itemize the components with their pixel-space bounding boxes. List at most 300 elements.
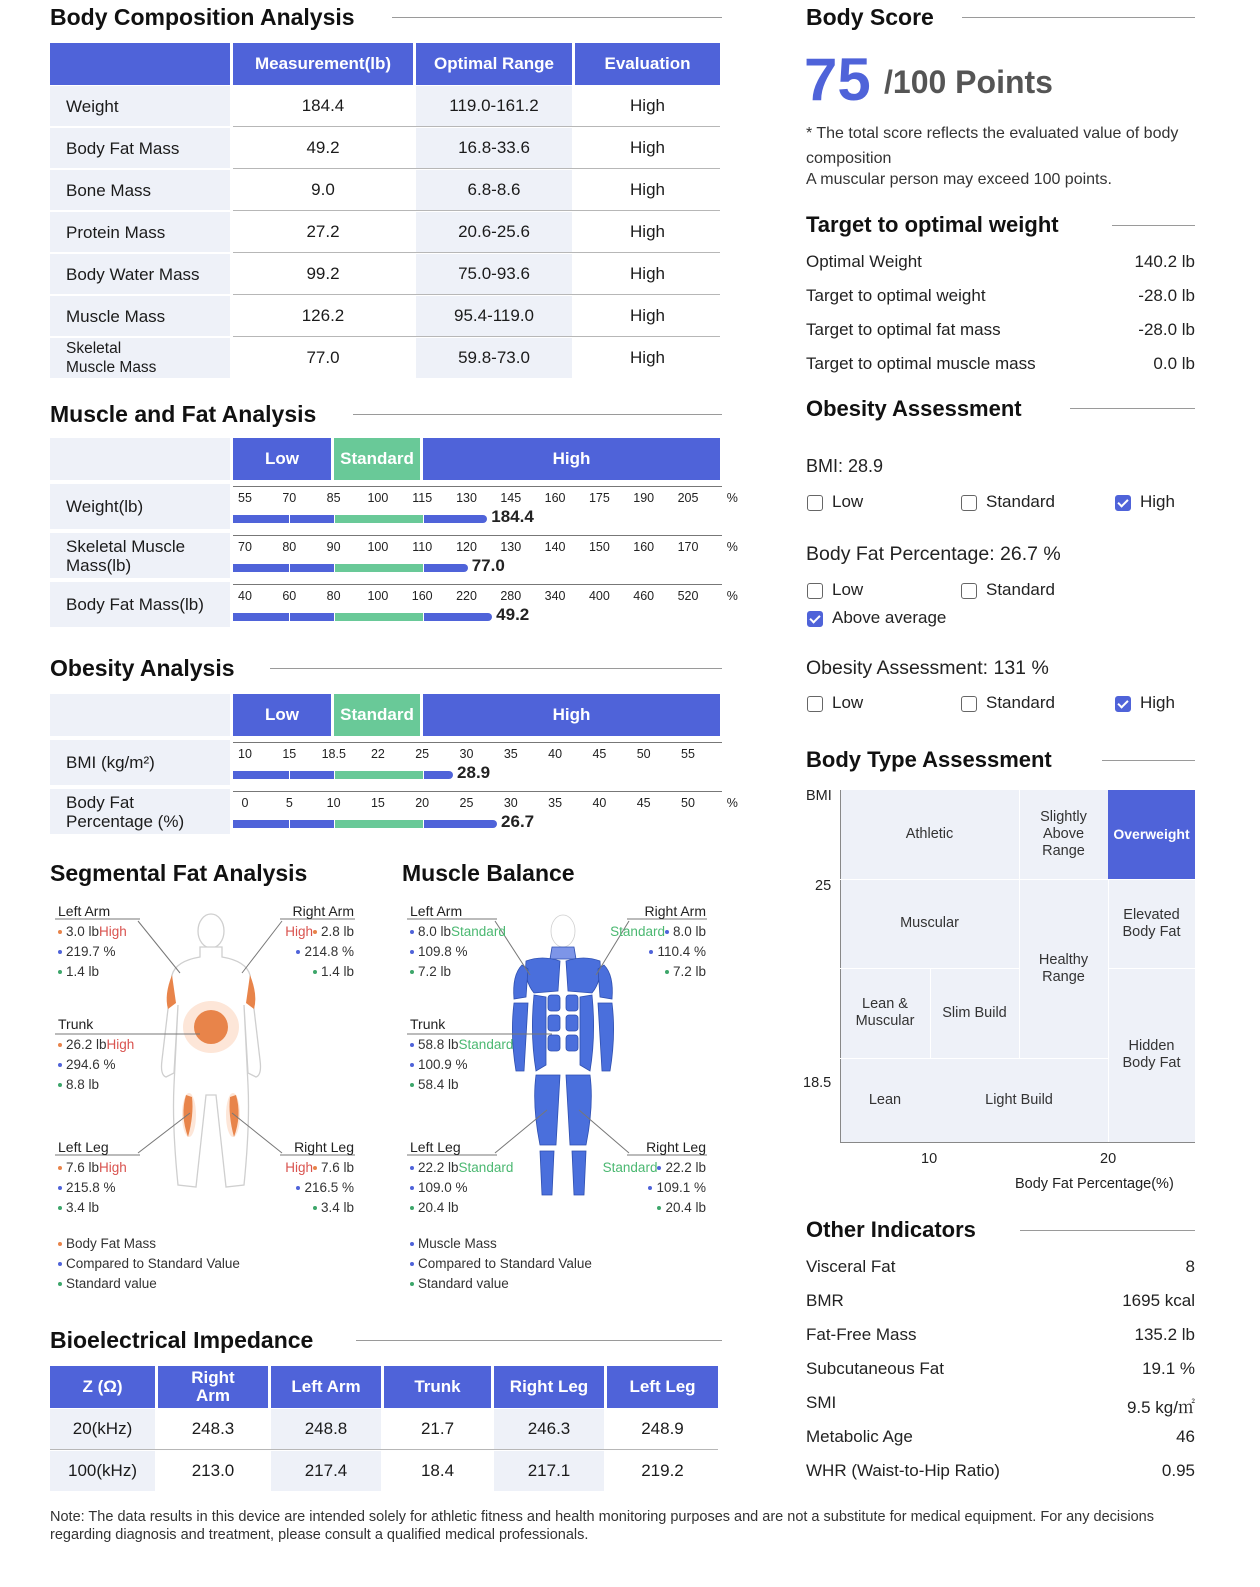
trunk-label: Trunk	[58, 1016, 94, 1032]
indicator-value: 46	[1176, 1427, 1195, 1446]
divider	[1102, 760, 1195, 761]
header-blank	[50, 694, 230, 736]
scale-tick: 150	[588, 540, 610, 554]
left-leg-std: 3.4 lb	[58, 1200, 99, 1215]
checkbox-label: Standard	[986, 492, 1055, 511]
obesity-analysis-title: Obesity Analysis	[50, 655, 235, 681]
right-leg-label: Right Leg	[294, 1139, 354, 1155]
bmi-checkbox-standard[interactable]	[961, 495, 977, 511]
indicator-label: SMI	[806, 1393, 837, 1412]
bmi-heading: BMI: 28.9	[806, 456, 884, 476]
bar-divider	[289, 613, 290, 621]
row-label: Skeletal Muscle Mass(lb)	[50, 533, 230, 578]
eval-text: Standard	[458, 1160, 514, 1175]
band-low: Low	[233, 694, 331, 736]
value-bar	[233, 613, 492, 621]
scale-tick: 220	[456, 589, 477, 603]
mass-text: 22.2 lb	[418, 1160, 459, 1175]
scale-tick: 110	[412, 540, 433, 554]
scale-tick: 100	[367, 589, 389, 603]
body-score-suffix: /100 Points	[884, 64, 1053, 100]
eval-text: Standard	[458, 1037, 514, 1052]
scale-tick: 18.5	[321, 747, 346, 761]
header-blank	[50, 43, 230, 85]
mass-text: 2.8 lb	[320, 924, 354, 939]
range-cell: 20.6-25.6	[416, 212, 572, 252]
header-optimal-range: Optimal Range	[416, 43, 572, 85]
left-arm-mass	[410, 924, 506, 939]
evaluation-cell: High	[630, 264, 665, 283]
scale-tick: 160	[411, 589, 433, 603]
target-title: Target to optimal weight	[806, 212, 1059, 237]
divider	[1112, 225, 1195, 226]
value-bar	[233, 771, 453, 779]
scale-tick: 400	[588, 589, 610, 603]
divider	[1020, 1230, 1195, 1231]
bar-value: 26.7	[501, 812, 535, 831]
muscle-body-icon	[512, 915, 613, 1195]
frequency-cell: 100(kHz)	[50, 1451, 155, 1491]
scale-tick: 10	[326, 796, 341, 810]
divider	[962, 17, 1195, 18]
trunk-mass	[58, 1037, 134, 1052]
scale-tick: %	[726, 540, 738, 554]
scale-line	[233, 486, 722, 487]
oa-heading: Obesity Assessment: 131 %	[806, 657, 1049, 679]
indicator-value: 1695 kcal	[1122, 1291, 1195, 1310]
header-cell: Z (Ω)	[50, 1366, 155, 1408]
range-cell: 75.0-93.6	[416, 254, 572, 294]
cell-lean-muscular: Lean & Muscular	[855, 996, 915, 1029]
oa-checkbox-high[interactable]	[1115, 696, 1131, 712]
left-leg-label: Left Leg	[58, 1139, 109, 1155]
bar-divider	[334, 771, 335, 779]
band-low: Low	[233, 438, 331, 480]
eval-text: High	[106, 1037, 135, 1052]
scale-tick: 0	[241, 796, 249, 810]
indicator-label: Subcutaneous Fat	[806, 1359, 944, 1378]
impedance-cell: 217.1	[494, 1451, 604, 1491]
eval-text: Standard	[602, 1160, 658, 1175]
target-label: Target to optimal muscle mass	[806, 354, 1036, 373]
left-leg-pct: 215.8 %	[58, 1180, 116, 1195]
scale-line	[233, 791, 722, 792]
cell-slightly-above: Slightly Above Range	[1040, 809, 1087, 859]
bar-divider	[334, 515, 335, 523]
checkbox-label: Low	[832, 580, 864, 599]
scale-tick: 460	[633, 589, 655, 603]
divider	[356, 1340, 722, 1341]
scale-tick: 80	[326, 589, 341, 603]
value-bar	[233, 564, 468, 572]
scale-tick: 145	[500, 491, 522, 505]
scale-tick: 70	[282, 491, 297, 505]
measurement-cell: 77.0	[306, 348, 340, 367]
legend-item: Standard value	[58, 1276, 157, 1291]
cell-slim: Slim Build	[942, 1004, 1007, 1021]
row-separator	[233, 168, 720, 169]
left-arm-label: Left Arm	[410, 903, 463, 919]
mass-text: 8.0 lb	[672, 924, 706, 939]
range-cell: 59.8-73.0	[416, 338, 572, 378]
scale-tick: %	[726, 589, 738, 603]
indicator-value: 9.5 kg/㎡	[1126, 1398, 1195, 1417]
left-leg-label: Left Leg	[410, 1139, 461, 1155]
indicator-label: BMR	[806, 1291, 844, 1310]
bfp-checkbox-low[interactable]	[807, 583, 823, 599]
indicator-value: 0.95	[1161, 1461, 1195, 1480]
row-separator	[233, 336, 720, 337]
row-label: Muscle Mass	[50, 296, 230, 336]
header-cell: Left Leg	[607, 1366, 718, 1408]
body-score-note-2: A muscular person may exceed 100 points.	[806, 171, 1112, 188]
right-arm-pct: 214.8 %	[296, 944, 354, 959]
bar-divider	[423, 613, 424, 621]
cell-hidden: Hidden Body Fat	[1122, 1038, 1181, 1071]
measurement-cell: 27.2	[306, 222, 340, 241]
eval-text: Standard	[451, 924, 506, 939]
indicator-value: 8	[1185, 1257, 1195, 1276]
scale-line	[233, 535, 722, 536]
bar-divider	[334, 820, 335, 828]
eval-text: High	[99, 1160, 127, 1175]
impedance-cell: 248.3	[191, 1419, 235, 1438]
trunk-pct: 294.6 %	[58, 1057, 116, 1072]
bmi-axis-label: BMI	[806, 788, 832, 804]
header-cell: Right Arm	[158, 1366, 268, 1408]
header-cell: Left Arm	[271, 1366, 381, 1408]
target-value: -28.0 lb	[1138, 320, 1195, 339]
mass-text: 7.6 lb	[66, 1160, 100, 1175]
bar-divider	[334, 564, 335, 572]
body-score-value: 75	[804, 46, 871, 113]
target-value: 140.2 lb	[1134, 252, 1195, 271]
y-tick-18-5: 18.5	[803, 1075, 832, 1091]
scale-line	[233, 742, 722, 743]
scale-tick: 40	[592, 796, 607, 810]
scale-tick: 60	[282, 589, 297, 603]
measurement-cell: 99.2	[306, 264, 340, 283]
cell-overweight: Overweight	[1108, 790, 1195, 879]
impedance-cell: 248.9	[641, 1419, 684, 1438]
cell-elevated: Elevated Body Fat	[1122, 906, 1181, 940]
target-value: -28.0 lb	[1138, 286, 1195, 305]
impedance-cell: 248.8	[271, 1409, 381, 1449]
trunk-pct: 100.9 %	[410, 1057, 468, 1072]
left-leg-pct: 109.0 %	[410, 1180, 468, 1195]
row-label: Weight(lb)	[50, 484, 230, 529]
evaluation-cell: High	[630, 138, 665, 157]
bfp-checkbox-standard[interactable]	[961, 583, 977, 599]
scale-tick: 20	[415, 796, 430, 810]
bfp-checkbox-above-average[interactable]	[807, 611, 823, 627]
frequency-cell: 20(kHz)	[50, 1409, 155, 1449]
scale-line	[233, 584, 722, 585]
scale-tick: 160	[633, 540, 655, 554]
impedance-title: Bioelectrical Impedance	[50, 1327, 314, 1353]
scale-tick: 30	[459, 747, 474, 761]
scale-tick: 25	[459, 796, 474, 810]
header-cell: Trunk	[384, 1366, 491, 1408]
scale-tick: 55	[681, 747, 695, 761]
mass-text: 22.2 lb	[665, 1160, 706, 1175]
mass-text: 26.2 lb	[66, 1037, 107, 1052]
target-value: 0.0 lb	[1153, 354, 1195, 373]
checkbox-label: High	[1140, 492, 1175, 511]
header-cell: Right Leg	[494, 1366, 604, 1408]
scale-tick: 50	[681, 796, 695, 810]
evaluation-cell: High	[630, 96, 665, 115]
left-arm-label: Left Arm	[58, 903, 111, 919]
measurement-cell: 49.2	[306, 138, 340, 157]
bfp-heading: Body Fat Percentage: 26.7 %	[806, 543, 1061, 565]
indicator-value: 19.1 %	[1142, 1359, 1195, 1378]
right-leg-std: 3.4 lb	[313, 1200, 354, 1215]
impedance-cell: 219.2	[641, 1461, 684, 1480]
bmi-checkbox-low[interactable]	[807, 495, 823, 511]
row-separator	[50, 1449, 718, 1450]
bar-value: 77.0	[471, 556, 505, 575]
right-arm-std: 1.4 lb	[313, 964, 354, 979]
scale-tick: 175	[588, 491, 610, 505]
cell-muscular: Muscular	[900, 915, 959, 931]
scale-tick: 5	[285, 796, 293, 810]
checkbox-label: Standard	[986, 693, 1055, 712]
eval-text: High	[285, 1160, 313, 1175]
cell-healthy: Healthy Range	[1038, 951, 1089, 985]
target-label: Optimal Weight	[806, 252, 922, 271]
measurement-cell: 9.0	[311, 180, 335, 199]
cell-light: Light Build	[985, 1091, 1053, 1108]
scale-tick: 140	[544, 540, 566, 554]
scale-tick: 15	[370, 796, 385, 810]
scale-tick: 22	[370, 747, 385, 761]
row-separator	[233, 294, 720, 295]
scale-tick: 10	[238, 747, 252, 761]
other-indicators-title: Other Indicators	[806, 1217, 976, 1242]
bar-divider	[423, 564, 424, 572]
body-type-title: Body Type Assessment	[806, 747, 1052, 772]
trunk-std: 58.4 lb	[410, 1077, 459, 1092]
trunk-label: Trunk	[410, 1016, 446, 1032]
trunk-mass	[410, 1037, 513, 1052]
scale-tick: 115	[412, 491, 433, 505]
oa-checkbox-standard[interactable]	[961, 696, 977, 712]
body-score-title: Body Score	[806, 4, 934, 30]
target-label: Target to optimal fat mass	[806, 320, 1001, 339]
cell-lean: Lean	[868, 1091, 902, 1108]
band-high: High	[423, 438, 720, 480]
impedance-cell: 217.4	[271, 1451, 381, 1491]
scale-tick: 25	[415, 747, 430, 761]
scale-tick: 80	[282, 540, 297, 554]
evaluation-cell: High	[630, 180, 665, 199]
eval-text: High	[99, 924, 127, 939]
x-tick-10: 10	[921, 1151, 938, 1167]
scale-tick: 40	[548, 747, 563, 761]
evaluation-cell: High	[630, 348, 665, 367]
x-tick-20: 20	[1100, 1151, 1117, 1167]
indicator-value: 135.2 lb	[1134, 1325, 1195, 1344]
row-label: Bone Mass	[50, 170, 230, 210]
legend-item: Compared to Standard Value	[410, 1256, 592, 1271]
scale-tick: 35	[548, 796, 563, 810]
value-bar	[233, 515, 487, 523]
obesity-assessment-title: Obesity Assessment	[806, 396, 1022, 421]
bar-divider	[289, 820, 290, 828]
band-high: High	[423, 694, 720, 736]
y-tick-25: 25	[815, 878, 832, 894]
left-arm-mass	[58, 924, 127, 939]
right-arm-std: 7.2 lb	[665, 964, 706, 979]
impedance-cell: 213.0	[191, 1461, 235, 1480]
evaluation-cell: High	[630, 222, 665, 241]
scale-tick: 45	[592, 747, 607, 761]
right-leg-label: Right Leg	[646, 1139, 706, 1155]
left-arm-pct: 109.8 %	[410, 944, 468, 959]
row-label: BMI (kg/m²)	[50, 740, 230, 785]
divider	[270, 668, 722, 669]
muscle-fat-title: Muscle and Fat Analysis	[50, 401, 317, 427]
left-arm-std: 7.2 lb	[410, 964, 451, 979]
bar-divider	[334, 613, 335, 621]
right-arm-mass	[285, 924, 354, 939]
trunk-std: 8.8 lb	[58, 1077, 99, 1092]
left-arm-pct: 219.7 %	[58, 944, 116, 959]
divider	[1070, 408, 1195, 409]
x-axis-label: Body Fat Percentage(%)	[1015, 1176, 1174, 1192]
row-label: Body Water Mass	[50, 254, 230, 294]
divider	[353, 414, 722, 415]
value-bar	[233, 820, 497, 828]
bmi-checkbox-high[interactable]	[1115, 495, 1131, 511]
scale-tick: 100	[367, 540, 389, 554]
measurement-cell: 126.2	[301, 306, 345, 325]
legend-item: Standard value	[410, 1276, 509, 1291]
legend-item: Muscle Mass	[410, 1236, 497, 1251]
scale-tick: 130	[456, 491, 477, 505]
target-label: Target to optimal weight	[806, 286, 986, 305]
bar-value: 184.4	[491, 507, 534, 526]
checkbox-label: Standard	[986, 580, 1055, 599]
band-standard: Standard	[334, 438, 420, 480]
right-leg-pct: 216.5 %	[296, 1180, 354, 1195]
checkbox-label: High	[1140, 693, 1175, 712]
indicator-label: WHR (Waist-to-Hip Ratio)	[806, 1461, 1000, 1480]
scale-tick: 45	[636, 796, 651, 810]
impedance-cell: 18.4	[420, 1461, 455, 1480]
header-measurement: Measurement(lb)	[233, 43, 413, 85]
eval-text: Standard	[610, 924, 665, 939]
left-leg-std: 20.4 lb	[410, 1200, 459, 1215]
checkbox-label: Low	[832, 693, 864, 712]
left-leg-mass	[58, 1160, 127, 1175]
body-score-note: * The total score reflects the evaluated value of body composition	[806, 125, 1179, 167]
mass-text: 3.0 lb	[66, 924, 100, 939]
bar-divider	[289, 771, 290, 779]
row-label: Body Fat Percentage (%)	[50, 789, 230, 834]
scale-tick: 120	[456, 540, 477, 554]
bar-divider	[423, 820, 424, 828]
scale-tick: 90	[326, 540, 341, 554]
scale-tick: 40	[238, 589, 252, 603]
right-leg-mass	[285, 1160, 354, 1175]
segmental-fat-title: Segmental Fat Analysis	[50, 860, 308, 886]
scale-tick: 100	[367, 491, 389, 505]
scale-tick: 280	[500, 589, 522, 603]
row-label: Body Fat Mass(lb)	[50, 582, 230, 627]
right-leg-std: 20.4 lb	[657, 1200, 706, 1215]
scale-tick: 85	[326, 491, 341, 505]
impedance-cell: 21.7	[420, 1419, 455, 1438]
row-label: Skeletal Muscle Mass	[50, 338, 230, 378]
right-arm-label: Right Arm	[644, 903, 706, 919]
scale-tick: 15	[282, 747, 297, 761]
cell-athletic: Athletic	[905, 826, 954, 842]
checkbox-label: Low	[832, 492, 864, 511]
row-separator	[233, 252, 720, 253]
bar-divider	[289, 515, 290, 523]
muscle-balance-title: Muscle Balance	[402, 860, 575, 886]
right-arm-pct: 110.4 %	[649, 944, 706, 959]
oa-checkbox-low[interactable]	[807, 696, 823, 712]
mass-text: 7.6 lb	[320, 1160, 354, 1175]
scale-tick: 130	[500, 540, 522, 554]
bar-divider	[423, 771, 424, 779]
scale-tick: 160	[544, 491, 566, 505]
indicator-label: Fat-Free Mass	[806, 1325, 917, 1344]
range-cell: 6.8-8.6	[416, 170, 572, 210]
range-cell: 119.0-161.2	[416, 86, 572, 126]
row-separator	[233, 210, 720, 211]
scale-tick: 55	[238, 491, 252, 505]
scale-tick: 35	[503, 747, 518, 761]
row-label: Body Fat Mass	[50, 128, 230, 168]
scale-tick: 520	[677, 589, 699, 603]
header-blank	[50, 438, 230, 480]
right-leg-mass	[603, 1160, 706, 1175]
indicator-label: Visceral Fat	[806, 1257, 896, 1276]
scale-tick: 70	[238, 540, 252, 554]
legend-item: Compared to Standard Value	[58, 1256, 240, 1271]
eval-text: High	[285, 924, 313, 939]
row-separator	[233, 126, 720, 127]
scale-tick: 170	[677, 540, 699, 554]
divider	[392, 17, 722, 18]
scale-tick: %	[726, 796, 738, 810]
scale-tick: 30	[503, 796, 518, 810]
indicator-label: Metabolic Age	[806, 1427, 913, 1446]
evaluation-cell: High	[630, 306, 665, 325]
left-arm-std: 1.4 lb	[58, 964, 99, 979]
scale-tick: 340	[544, 589, 566, 603]
right-arm-label: Right Arm	[292, 903, 354, 919]
measurement-cell: 184.4	[301, 96, 345, 115]
row-label: Protein Mass	[50, 212, 230, 252]
range-cell: 16.8-33.6	[416, 128, 572, 168]
right-arm-mass	[610, 924, 706, 939]
bar-value: 49.2	[496, 605, 530, 624]
mass-text: 8.0 lb	[418, 924, 452, 939]
right-leg-pct: 109.1 %	[648, 1180, 706, 1195]
range-cell: 95.4-119.0	[416, 296, 572, 336]
scale-tick: 205	[677, 491, 699, 505]
legend-item: Body Fat Mass	[58, 1236, 156, 1251]
checkbox-label: Above average	[832, 608, 947, 627]
impedance-cell: 246.3	[494, 1409, 604, 1449]
scale-tick: 50	[636, 747, 651, 761]
mass-text: 58.8 lb	[418, 1037, 459, 1052]
